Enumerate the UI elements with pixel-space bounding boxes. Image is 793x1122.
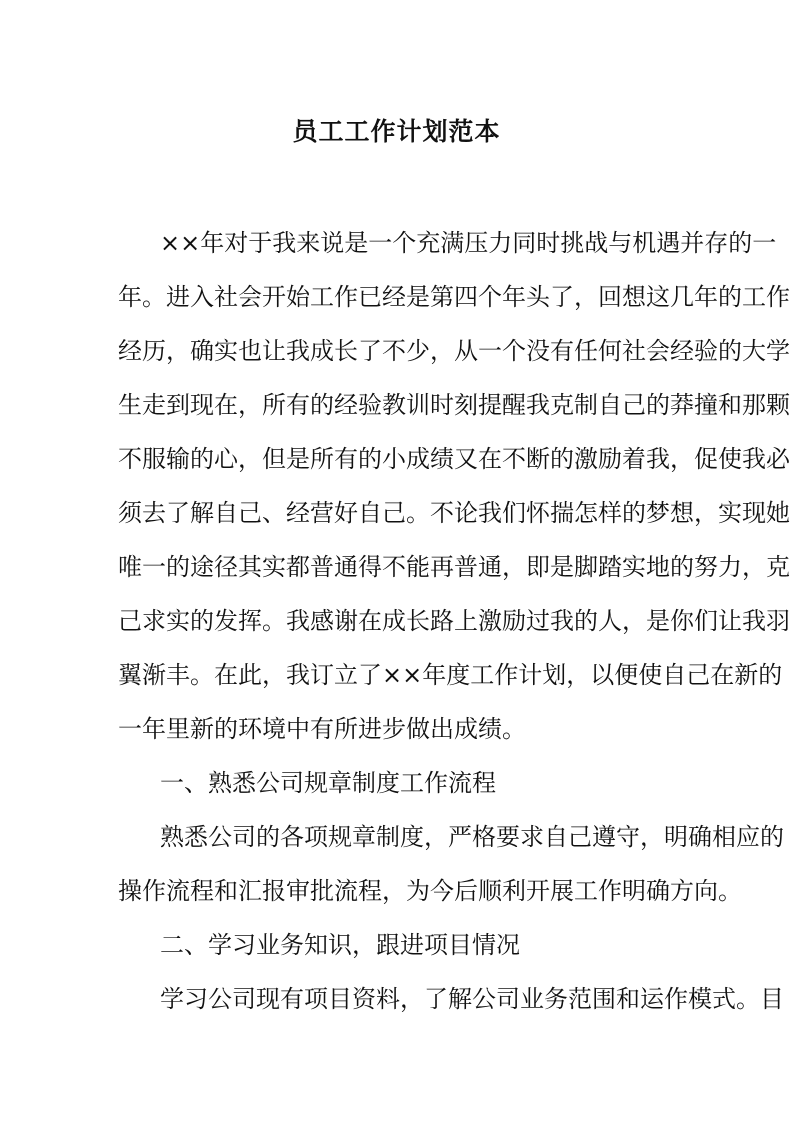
- text-line: 年。进入社会开始工作已经是第四个年头了，回想这几年的工作: [118, 283, 790, 311]
- text-line: 二、学习业务知识，跟进项目情况: [160, 931, 520, 959]
- text-line: 学习公司现有项目资料，了解公司业务范围和运作模式。目: [160, 985, 784, 1013]
- text-line: 生走到现在，所有的经验教训时刻提醒我克制自己的莽撞和那颗: [118, 391, 790, 419]
- text-line: 己求实的发挥。我感谢在成长路上激励过我的人，是你们让我羽: [118, 607, 790, 635]
- document-title: 员工工作计划范本: [292, 117, 501, 146]
- text-line: 不服输的心，但是所有的小成绩又在不断的激励着我，促使我必: [118, 445, 790, 473]
- text-line: 经历，确实也让我成长了不少，从一个没有任何社会经验的大学: [118, 337, 790, 365]
- text-line: 须去了解自己、经营好自己。不论我们怀揣怎样的梦想，实现她: [118, 499, 790, 527]
- text-line: 操作流程和汇报审批流程，为今后顺利开展工作明确方向。: [118, 877, 742, 905]
- text-line: 熟悉公司的各项规章制度，严格要求自己遵守，明确相应的: [160, 823, 784, 851]
- text-line: 翼渐丰。在此，我订立了××年度工作计划，以便使自己在新的: [118, 661, 783, 689]
- text-line: 一、熟悉公司规章制度工作流程: [160, 769, 496, 797]
- text-line: 一年里新的环境中有所进步做出成绩。: [118, 715, 526, 743]
- text-line: 唯一的途径其实都普通得不能再普通，即是脚踏实地的努力，克: [118, 553, 790, 581]
- text-line: ××年对于我来说是一个充满压力同时挑战与机遇并存的一: [160, 229, 777, 257]
